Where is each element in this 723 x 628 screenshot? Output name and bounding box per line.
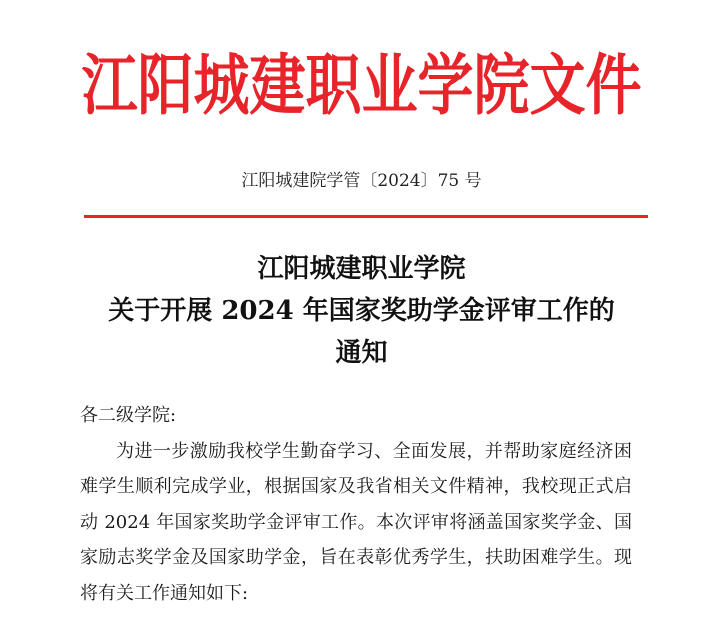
notice-title <box>0 248 723 374</box>
issuer-banner: 江阳城建职业学院文件 <box>81 46 642 125</box>
red-divider-line <box>84 215 648 218</box>
title-line-3: 通知 <box>335 338 388 368</box>
notice-body <box>80 398 632 611</box>
document-number: 江阳城建院学管〔2024〕75 号 <box>241 171 482 191</box>
title-line-1: 江阳城建职业学院 <box>257 254 466 284</box>
body-paragraph: 为进一步激励我校学生勤奋学习、全面发展，并帮助家庭经济困难学生顺利完成学业，根据国家及我省相关文件精神，我校现正式启动 2024 年国家奖助学金评审工作。本次评审将涵盖国家奖学金、国家励志奖学金及国家助学金，旨在表彰优秀学生，扶助困难学生。现将有关工作通知如下: <box>80 440 632 604</box>
title-line-2: 关于开展 2024 年国家奖助学金评审工作的 <box>108 296 615 326</box>
salutation: 各二级学院: <box>80 405 177 426</box>
